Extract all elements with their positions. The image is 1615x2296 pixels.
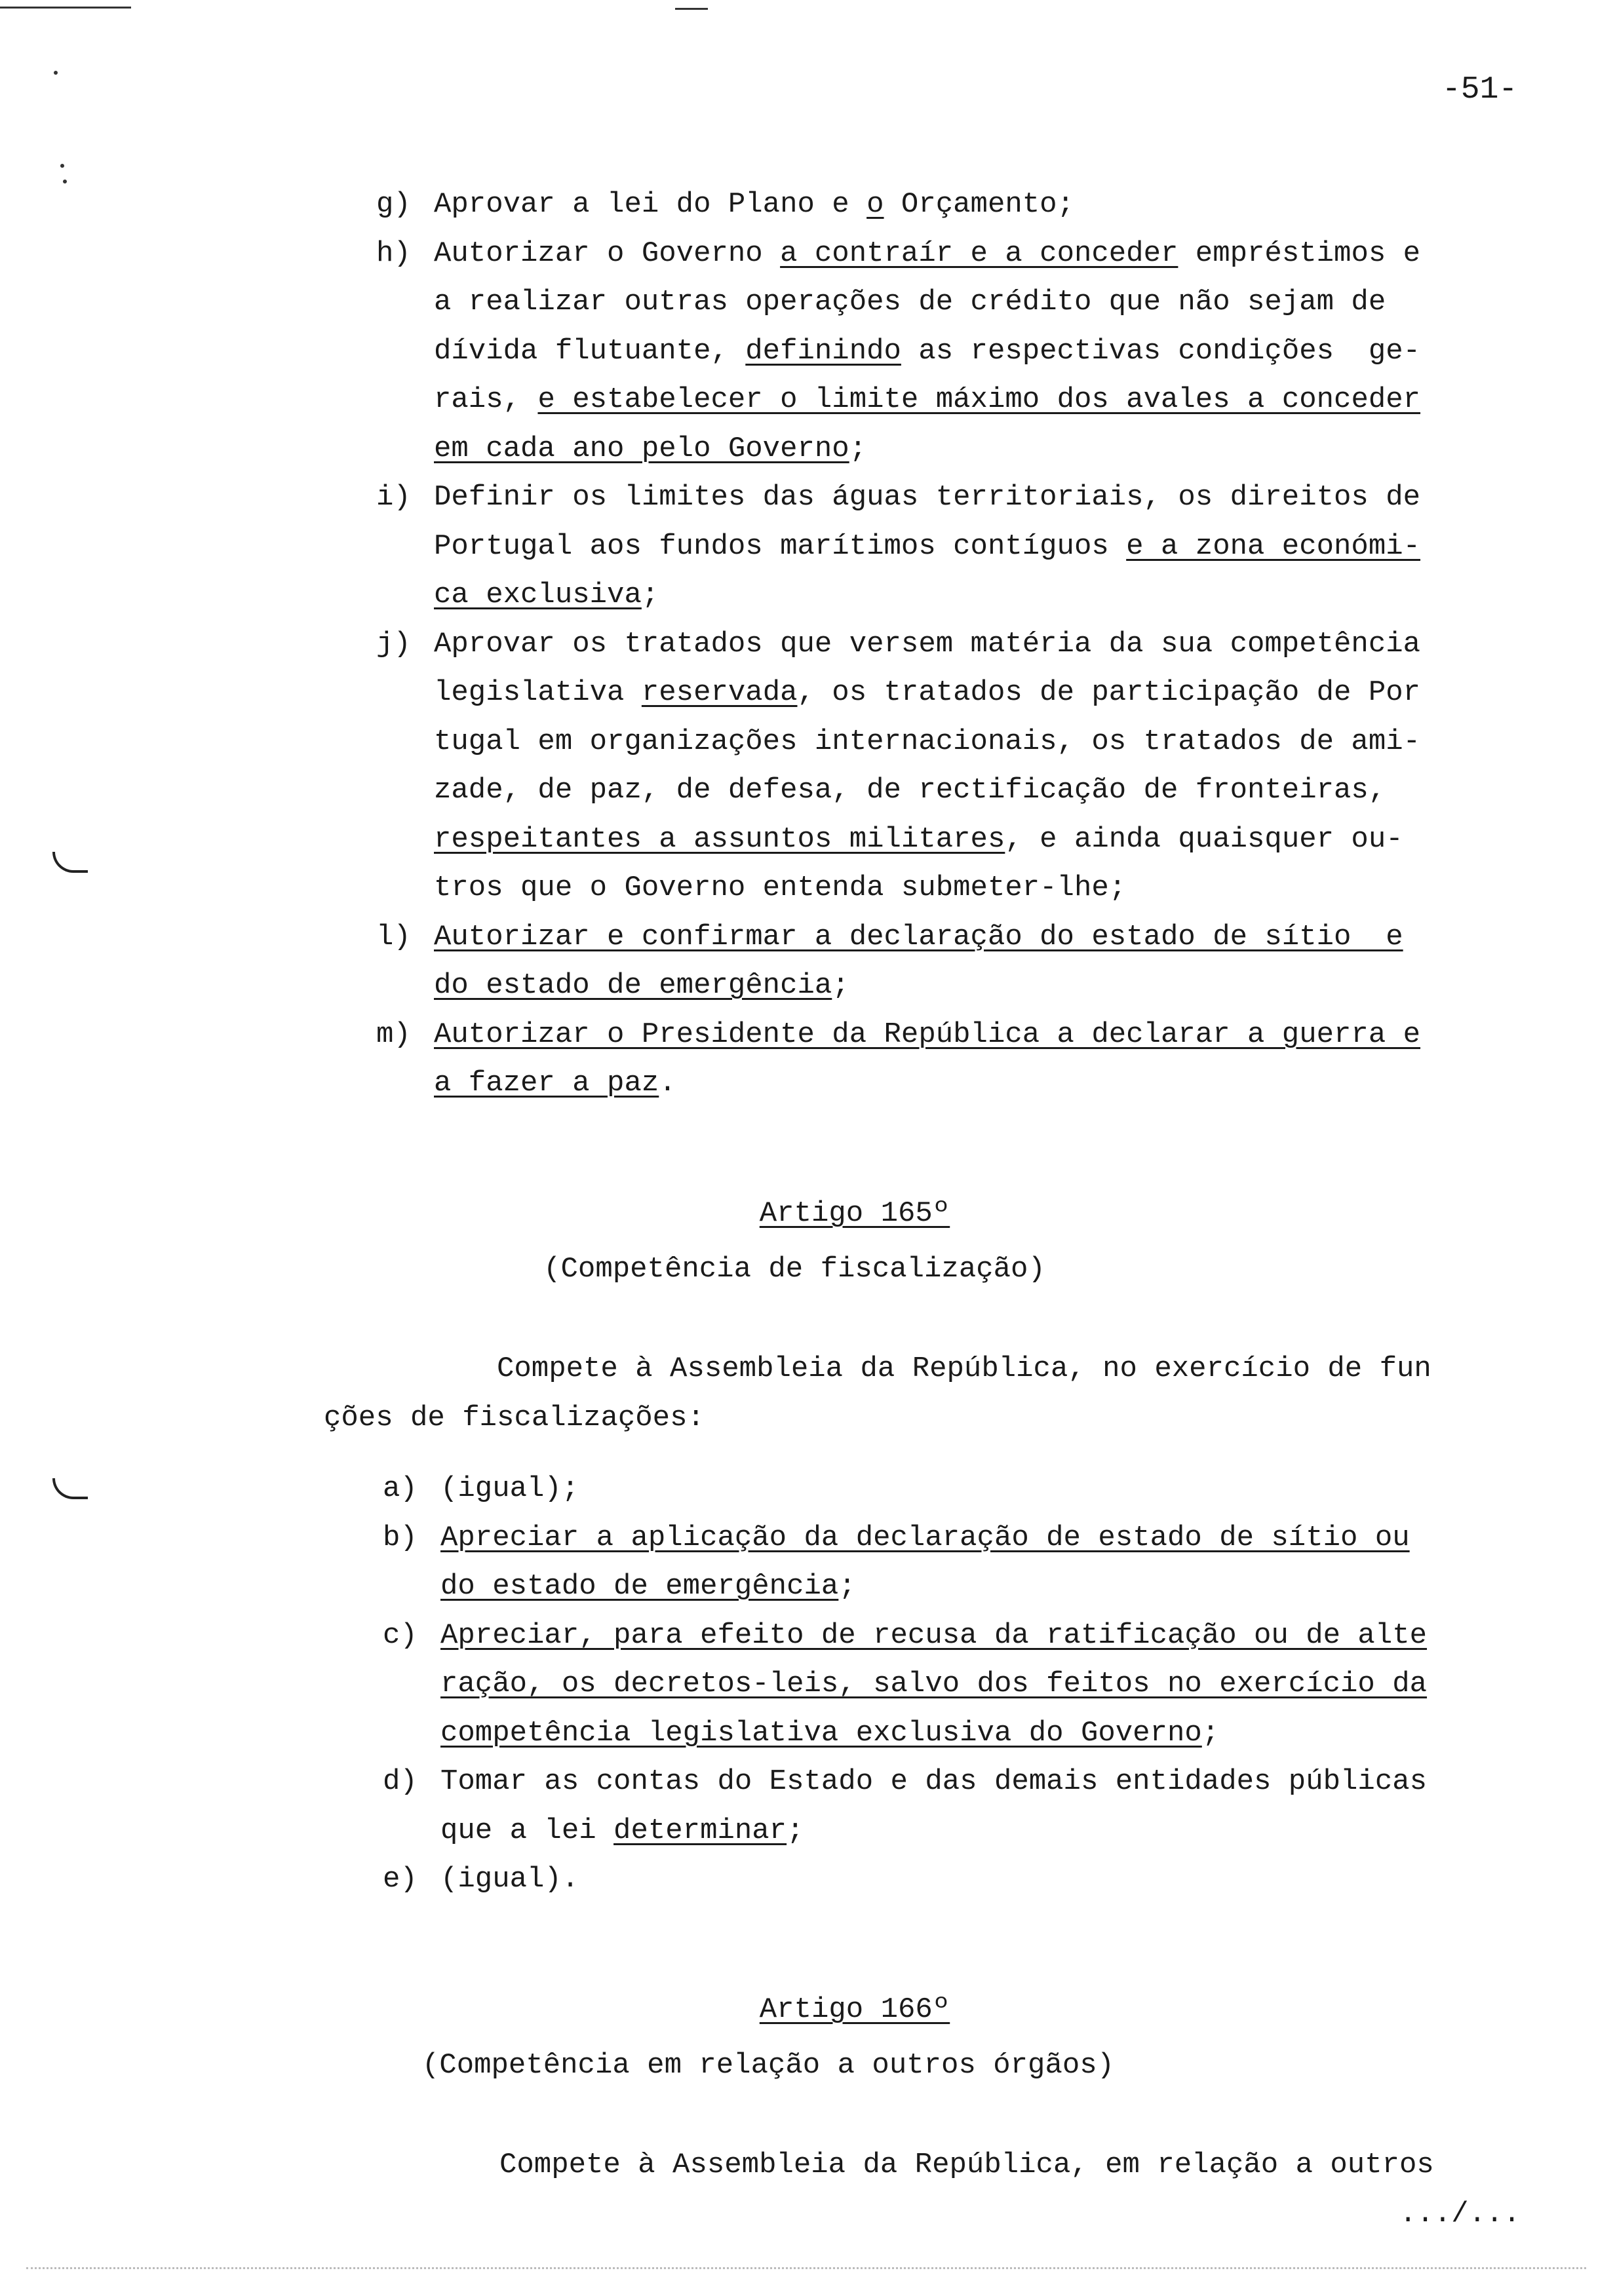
item-text-line (434, 190, 1074, 219)
text-segment: , e ainda quaisquer ou- (1005, 822, 1403, 856)
item-label: a) (383, 1472, 418, 1505)
item-label: d) (383, 1765, 418, 1798)
item-text-line (434, 971, 849, 1000)
item-text-line (434, 920, 1403, 953)
item-label: c) (383, 1618, 418, 1652)
text-segment: Autorizar o Governo (434, 237, 781, 270)
text-segment: que a lei (440, 1814, 614, 1847)
item-text-line (440, 1816, 804, 1845)
text-segment: as respectivas condições ge- (901, 334, 1421, 368)
underlined-text: determinar (613, 1814, 787, 1847)
text-segment: tros que o Governo entenda submeter-lhe; (434, 871, 1127, 904)
item-text-line (434, 627, 1421, 660)
item-text-line (440, 1523, 1410, 1552)
article-165-intro-line-2: ções de fiscalizações: (324, 1402, 705, 1434)
underlined-text: a fazer a paz (434, 1067, 659, 1100)
article-166-intro-line-1: Compete à Assembleia da República, em relação a outros (499, 2149, 1434, 2181)
text-segment: rais, (434, 383, 538, 416)
item-label: g) (376, 188, 411, 221)
text-segment: . (659, 1067, 676, 1100)
underlined-text: e estabelecer o limite máximo dos avales a conceder (537, 383, 1421, 416)
item-text-line (440, 1865, 579, 1894)
underlined-text: e a zona económi- (1126, 529, 1421, 563)
underlined-text: Autorizar e confirmar a declaração do estado de sítio e (434, 920, 1403, 953)
item-label: h) (376, 237, 411, 270)
item-text-line (440, 1474, 579, 1503)
item-label: m) (376, 1018, 411, 1051)
item-text-line (434, 1069, 676, 1098)
article-165-title: Artigo 165º (759, 1197, 950, 1230)
text-segment: (igual). (440, 1863, 579, 1896)
item-label: i) (376, 481, 411, 514)
item-text-line (434, 385, 1420, 414)
text-segment: ; (641, 579, 659, 611)
article-166-title: Artigo 166º (759, 1993, 950, 2026)
underlined-text: a contraír e a conceder (780, 237, 1178, 270)
article-165-intro-line-1: Compete à Assembleia da República, no exercício de fun (497, 1352, 1431, 1385)
underlined-text: reservada (641, 676, 798, 709)
text-segment: Aprovar os tratados que versem matéria da sua competência (434, 627, 1421, 660)
text-segment: Tomar as contas do Estado e das demais entidades públicas (440, 1765, 1428, 1798)
text-segment: dívida flutuante, (434, 334, 746, 368)
text-segment: tugal em organizações internacionais, os tratados de ami- (434, 725, 1421, 758)
item-label: j) (376, 627, 411, 660)
item-text-line (440, 1618, 1428, 1652)
item-text-line (440, 1572, 856, 1601)
item-label: l) (376, 920, 411, 953)
text-segment: Orçamento; (884, 188, 1074, 221)
text-segment: ; (849, 432, 867, 465)
item-text-line (434, 727, 1420, 756)
underlined-text: definindo (745, 334, 901, 368)
item-text-line (434, 239, 1420, 268)
text-segment: empréstimos e (1178, 237, 1421, 270)
underlined-text: competência legislativa exclusiva do Governo (440, 1716, 1202, 1750)
underlined-text: do estado de emergência (440, 1570, 839, 1603)
page-number: -51- (1442, 72, 1518, 107)
scan-edge-line (0, 7, 131, 9)
text-segment: Portugal aos fundos marítimos contíguos (434, 529, 1127, 563)
scan-edge-line (675, 8, 708, 10)
item-text-line (434, 873, 1126, 902)
text-segment: ; (832, 969, 849, 1002)
text-segment: ; (1201, 1716, 1220, 1750)
item-text-line (440, 1670, 1427, 1698)
continuation-marker: .../... (1399, 2198, 1521, 2230)
article-166-subtitle: (Competência em relação a outros órgãos) (421, 2049, 1115, 2082)
item-label: b) (383, 1521, 418, 1554)
hole-punch-mark (52, 1478, 88, 1499)
text-segment: legislativa (434, 676, 642, 709)
item-text-line (434, 581, 659, 609)
text-segment: Aprovar a lei do Plano e (434, 188, 867, 221)
item-text-line (434, 434, 866, 463)
underlined-text: respeitantes a assuntos militares (434, 822, 1005, 856)
item-text-line (434, 822, 1403, 856)
scan-speck (60, 164, 64, 168)
text-segment: Definir os limites das águas territoriais, os direitos de (434, 481, 1421, 514)
underlined-text: o (866, 188, 884, 221)
item-text-line (434, 678, 1420, 707)
text-segment: ; (838, 1570, 856, 1603)
item-text-line (434, 288, 1386, 316)
text-segment: , os tratados de participação de Por (797, 676, 1421, 709)
underlined-text: ca exclusiva (434, 579, 642, 611)
text-segment: ; (787, 1814, 804, 1847)
underlined-text: Apreciar, para efeito de recusa da ratificação ou de alte (440, 1618, 1428, 1652)
article-165-subtitle: (Competência de fiscalização) (543, 1253, 1045, 1286)
text-segment: (igual); (440, 1472, 579, 1505)
item-text-line (440, 1767, 1427, 1796)
text-segment: a realizar outras operações de crédito que não sejam de (434, 286, 1386, 318)
item-text-line (440, 1716, 1220, 1750)
scan-bottom-dots (26, 2267, 1586, 2269)
item-text-line (434, 529, 1421, 563)
text-segment: zade, de paz, de defesa, de rectificação de fronteiras, (434, 774, 1386, 807)
item-text-line (434, 483, 1420, 512)
scan-speck (63, 180, 67, 183)
item-text-line (434, 334, 1421, 368)
item-text-line (434, 1020, 1420, 1049)
underlined-text: do estado de emergência (434, 969, 832, 1002)
underlined-text: ração, os decretos-leis, salvo dos feitos no exercício da (440, 1668, 1428, 1700)
hole-punch-mark (52, 852, 88, 873)
underlined-text: em cada ano pelo Governo (434, 432, 849, 465)
item-label: e) (383, 1863, 418, 1896)
underlined-text: Apreciar a aplicação da declaração de estado de sítio ou (440, 1521, 1410, 1554)
underlined-text: Autorizar o Presidente da República a declarar a guerra e (434, 1018, 1421, 1051)
item-text-line (434, 776, 1386, 805)
scan-speck (54, 71, 58, 75)
